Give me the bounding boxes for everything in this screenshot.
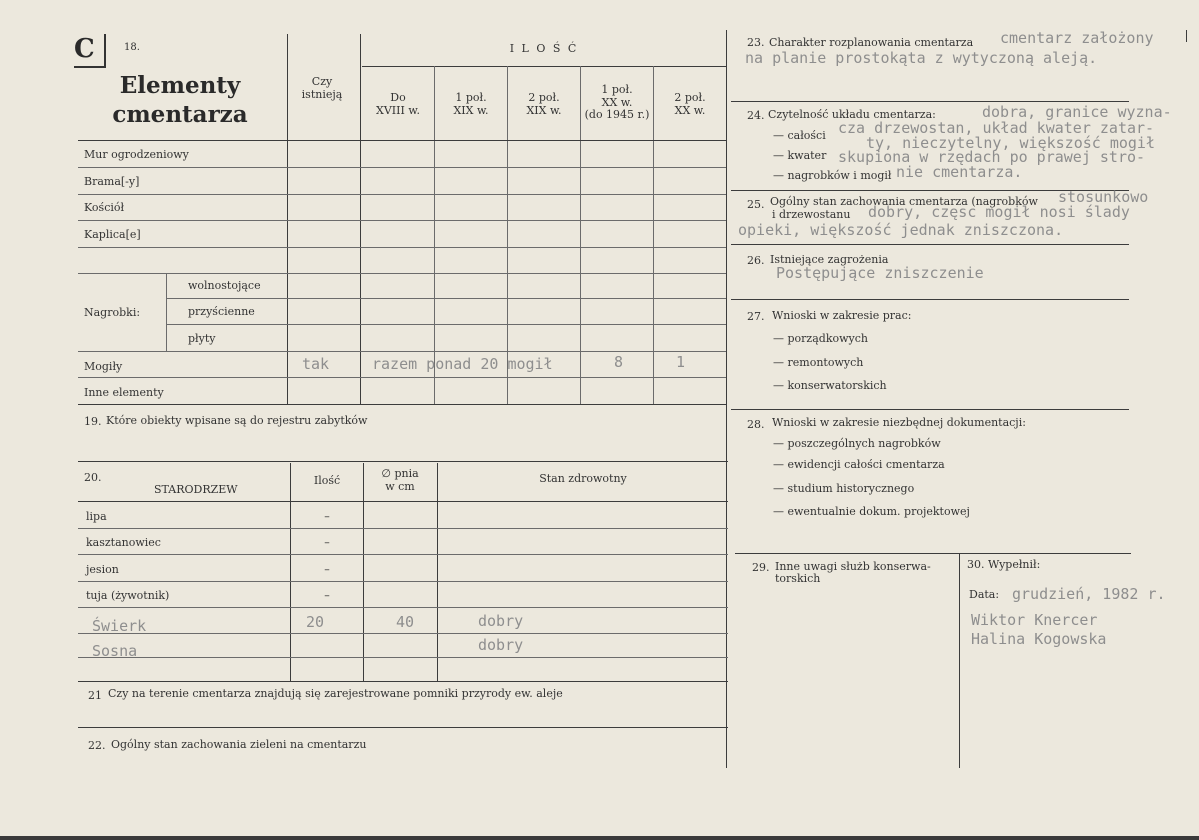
grid-line — [434, 66, 435, 404]
grid-line — [78, 461, 728, 462]
q25-label-line1: Ogólny stan zachowania cmentarza (nagrobków — [770, 195, 1038, 208]
tree-name: kasztanowiec — [86, 536, 161, 549]
section-title — [90, 72, 270, 130]
q26-number: 26. — [747, 254, 765, 267]
graves-total-note: razem ponad 20 mogił — [372, 355, 553, 373]
q23-answer-line2: na planie prostokąta z wytyczoną aleją. — [745, 49, 1098, 67]
q24-answer-line3: ty, nieczytelny, większość mogił — [866, 134, 1155, 152]
q20-number: 20. — [84, 471, 102, 484]
grid-line — [731, 409, 1129, 410]
q19-text: Które obiekty wpisane są do rejestru zabytków — [106, 414, 368, 427]
q27-item-order: — porządkowych — [773, 333, 868, 346]
grid-line — [78, 727, 728, 728]
q22-number: 22. — [88, 739, 106, 752]
grid-line — [437, 463, 438, 681]
starodrzew-col-count: Ilość — [313, 474, 341, 487]
grid-line — [78, 404, 726, 405]
q24-answer-line5: nie cmentarza. — [896, 163, 1023, 181]
grid-line — [653, 66, 654, 404]
tree-name: Świerk — [92, 617, 147, 635]
q24-sub-quarters: — kwater — [773, 150, 826, 163]
q24-label: Czytelność układu cmentarza: — [768, 108, 936, 121]
section-number: 18. — [124, 42, 140, 53]
q24-answer-line1: dobra, granice wyzna- — [982, 103, 1172, 121]
q23-answer-line1: cmentarz założony — [1000, 29, 1154, 47]
q25-label-line2: i drzewostanu — [772, 208, 851, 221]
tree-count: – — [324, 589, 330, 602]
grid-line — [78, 351, 726, 352]
q23-number: 23. — [747, 36, 765, 49]
grid-line — [78, 194, 726, 195]
q25-number: 25. — [747, 198, 765, 211]
q30-date-value: grudzień, 1982 r. — [1012, 585, 1166, 603]
graves-1945-value: 8 — [614, 353, 624, 371]
q27-item-conservation: — konserwatorskich — [773, 380, 887, 393]
q24-sub-whole: — całości — [773, 130, 826, 143]
nagrobki-label: Nagrobki: — [84, 306, 141, 319]
q28-item-study: — studium historycznego — [773, 483, 914, 496]
q28-item-project: — ewentualnie dokum. projektowej — [773, 506, 970, 519]
grid-line — [78, 528, 728, 529]
tree-name: lipa — [86, 510, 107, 523]
q21-text: Czy na terenie cmentarza znajdują się zarejestrowane pomniki przyrody ew. aleje — [108, 687, 563, 700]
grid-line — [78, 633, 728, 634]
q21-number: 21 — [88, 689, 102, 702]
grid-line — [78, 657, 728, 658]
row-label-church: Kościół — [84, 201, 125, 214]
q25-answer-line3: opieki, większość jednak zniszczona. — [738, 221, 1064, 239]
grid-line — [78, 247, 726, 248]
starodrzew-title: STARODRZEW — [154, 483, 238, 496]
grid-line — [78, 377, 726, 378]
q30-label: Wypełnił: — [988, 558, 1041, 571]
grid-line — [78, 501, 728, 502]
grid-line — [731, 244, 1129, 245]
grid-line — [78, 273, 726, 274]
period-header-2: 1 poł. XIX w. — [453, 91, 489, 117]
grid-line — [363, 463, 364, 681]
section-letter-box — [74, 34, 106, 68]
q30-person-2: Halina Kogowska — [971, 630, 1107, 648]
q30-date-label: Data: — [969, 588, 1000, 601]
exists-header: Czy istnieją — [301, 75, 343, 101]
q27-item-repair: — remontowych — [773, 357, 863, 370]
q28-number: 28. — [747, 418, 765, 431]
q24-answer-line2: cza drzewostan, układ kwater zatar- — [838, 119, 1155, 137]
row-label-graves: Mogiły — [84, 360, 123, 373]
row-label-wall: Mur ogrodzeniowy — [84, 148, 189, 161]
grid-line — [166, 273, 167, 351]
quantity-header: I L O Ś Ć — [509, 42, 579, 55]
grid-line — [735, 553, 1131, 554]
q28-label: Wnioski w zakresie niezbędnej dokumentacji: — [772, 416, 1026, 429]
row-label-gate: Brama[-y] — [84, 175, 140, 188]
tree-count: 20 — [306, 613, 325, 631]
grid-line — [78, 167, 726, 168]
grid-line — [959, 554, 960, 768]
grid-line — [507, 66, 508, 404]
grid-line — [78, 220, 726, 221]
q28-item-records: — ewidencji całości cmentarza — [773, 459, 945, 472]
tree-name: jesion — [86, 563, 119, 576]
period-header-1: Do XVIII w. — [376, 91, 420, 117]
period-header-3: 2 poł. XIX w. — [526, 91, 562, 117]
starodrzew-col-health: Stan zdrowotny — [539, 472, 627, 485]
grid-line — [580, 66, 581, 404]
tree-name: tuja (żywotnik) — [86, 589, 170, 602]
grid-line — [290, 463, 291, 681]
tree-count: – — [324, 536, 330, 549]
tree-health: dobry — [478, 612, 524, 630]
grid-line — [166, 324, 726, 325]
section-letter: C — [74, 34, 95, 64]
grid-line — [362, 66, 726, 67]
grid-line — [1186, 30, 1187, 42]
q29-label-line1: Inne uwagi służb konserwa- — [775, 560, 931, 573]
q19-number: 19. — [84, 415, 102, 428]
tree-health: dobry — [478, 636, 524, 654]
card-bottom-edge — [0, 836, 1199, 840]
q24-answer-line4: skupiona w rzędach po prawej stro- — [838, 148, 1146, 166]
q25-answer-line1: stosunkowo — [1058, 188, 1149, 206]
q29-label-line2: torskich — [775, 572, 821, 585]
q27-label: Wnioski w zakresie prac: — [772, 309, 912, 322]
grid-line — [78, 554, 728, 555]
period-header-5: 2 poł. XX w. — [674, 91, 706, 117]
graves-exists-value: tak — [302, 355, 330, 373]
grid-line — [731, 299, 1129, 300]
grid-line — [78, 607, 728, 608]
tree-name: Sosna — [92, 642, 138, 660]
grid-line — [78, 140, 726, 141]
row-label-other: Inne elementy — [84, 386, 164, 399]
grid-line — [78, 581, 728, 582]
tree-diameter: 40 — [396, 613, 415, 631]
q27-number: 27. — [747, 310, 765, 323]
section-title-line2: cmentarza — [112, 100, 248, 128]
q22-text: Ogólny stan zachowania zieleni na cmentarzu — [111, 738, 367, 751]
row-label-chapel: Kaplica[e] — [84, 228, 141, 241]
tree-count: – — [324, 563, 330, 576]
period-header-4: 1 poł. XX w. (do 1945 r.) — [584, 83, 650, 122]
graves-2xx-value: 1 — [676, 353, 686, 371]
q29-number: 29. — [752, 561, 770, 574]
grid-line — [360, 34, 361, 404]
nagrobki-sub-standing: wolnostojące — [188, 279, 261, 292]
grid-line — [78, 681, 728, 682]
q23-label: Charakter rozplanowania cmentarza — [769, 36, 974, 49]
q28-item-tombs: — poszczególnych nagrobków — [773, 438, 941, 451]
q30-person-1: Wiktor Knercer — [971, 611, 1098, 629]
nagrobki-sub-slabs: płyty — [188, 332, 216, 345]
nagrobki-sub-wall: przyścienne — [188, 305, 255, 318]
q26-label: Istniejące zagrożenia — [770, 253, 889, 266]
q25-answer-line2: dobry, częsc mogił nosi ślady — [868, 203, 1130, 221]
q24-number: 24. — [747, 109, 765, 122]
grid-line — [731, 101, 1129, 102]
grid-line — [287, 34, 288, 404]
q30-number: 30. — [967, 558, 985, 571]
grid-line — [166, 298, 726, 299]
starodrzew-col-diam: ∅ pnia w cm — [381, 467, 419, 493]
q26-answer: Postępujące zniszczenie — [776, 264, 984, 282]
q24-sub-graves: — nagrobków i mogił — [773, 170, 892, 183]
tree-count: – — [324, 510, 330, 523]
section-title-line1: Elementy — [119, 72, 241, 99]
